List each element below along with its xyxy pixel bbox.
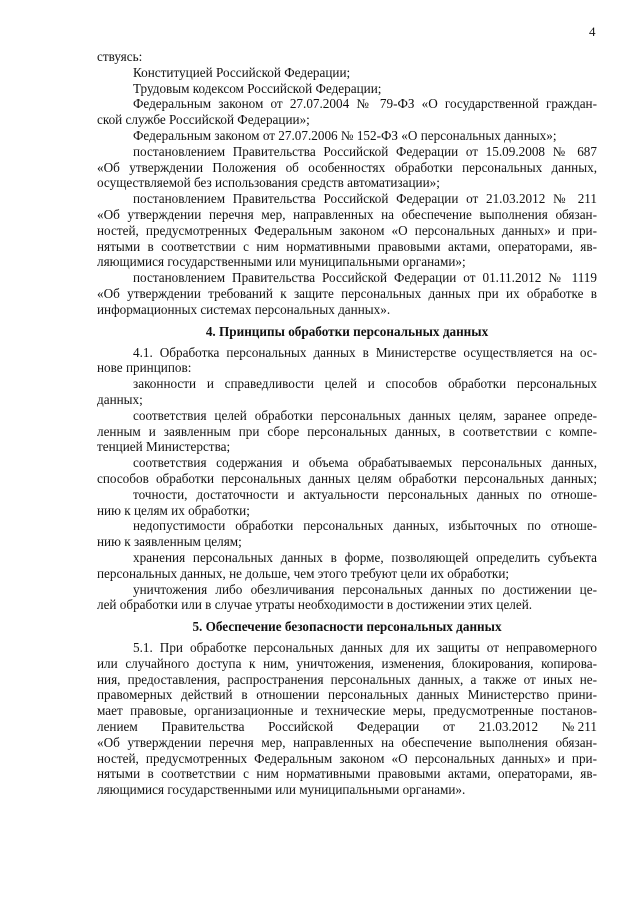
text-line: лей обработки или в случае утраты необходимости в достижении этих целей. <box>97 597 533 613</box>
word: Российской <box>268 719 334 735</box>
text-line: законности и справедливости целей и способов обработки персональных <box>133 376 597 392</box>
word: Правительства <box>161 719 245 735</box>
text-line: или случайного доступа к ним, уничтожения, изменения, блокирования, копирова- <box>97 655 597 671</box>
text-line: ляющимися государственными или муниципальными органами»; <box>97 254 466 270</box>
text-line: 4.1. Обработка персональных данных в Министерстве осуществляется на ос- <box>133 344 597 360</box>
text-line: нятыми в соответствии с ним нормативными правовыми актами, операторами, яв- <box>97 766 597 782</box>
word: от <box>442 719 456 735</box>
text-line: ской службе Российской Федерации»; <box>97 112 310 128</box>
text-line: постановлением Правительства Российской Федерации от 01.11.2012 № 1119 <box>133 270 597 286</box>
text-line: «Об утверждении Положения об особенностях обработки персональных данных, <box>97 159 597 175</box>
text-line: недопустимости обработки персональных данных, избыточных по отноше- <box>133 518 597 534</box>
word: № 211 <box>561 719 597 735</box>
text-line: нове принципов: <box>97 360 192 376</box>
text-line: ностей, предусмотренных Федеральным законом «О персональных данных» и при- <box>97 750 597 766</box>
text-line: Конституцией Российской Федерации; <box>133 64 351 80</box>
text-line: ствуясь: <box>97 49 143 64</box>
section-heading: 5. Обеспечение безопасности персональных данных <box>192 619 502 635</box>
text-line: Федеральным законом от 27.07.2006 № 152-ФЗ «О персональных данных»; <box>133 127 557 143</box>
text-line: информационных системах персональных данных». <box>97 301 391 317</box>
section-heading: 4. Принципы обработки персональных данных <box>205 323 489 339</box>
page-number: 4 <box>589 24 596 39</box>
word: лением <box>97 719 138 735</box>
text-line: соответствия содержания и объема обрабатываемых персональных данных, <box>133 455 597 471</box>
text-line: «Об утверждении требований к защите персональных данных при их обработке в <box>97 285 597 301</box>
word: 21.03.2012 <box>478 719 539 735</box>
text-line: точности, достаточности и актуальности персональных данных по отноше- <box>133 486 597 502</box>
text-line: ляющимися государственными или муниципальными органами». <box>97 782 466 798</box>
text-line: ностей, предусмотренных Федеральным законом «О персональных данных» и при- <box>97 222 597 238</box>
text-line: нию к заявленным целям; <box>97 534 242 550</box>
text-line: ленным и заявленным при сборе персональных данных, в соответствии с компе- <box>97 423 597 439</box>
text-line: ния, предоставления, распространения персональных данных, а также от иных не- <box>97 671 597 687</box>
text-line: тенцией Министерства; <box>97 439 231 455</box>
text-line: постановлением Правительства Российской Федерации от 15.09.2008 № 687 <box>133 143 597 159</box>
text-line: способов обработки персональных данных целям обработки персональных данных; <box>97 470 597 486</box>
text-line: мает правовые, организационные и технические меры, предусмотренные постанов- <box>97 703 597 719</box>
text-line: Федеральным законом от 27.07.2004 № 79-ФЗ «О государственной граждан- <box>133 96 597 112</box>
text-line: правомерных действий в отношении персональных данных Министерство прини- <box>97 687 597 703</box>
text-line: данных; <box>97 391 143 407</box>
text-line: уничтожения либо обезличивания персональных данных по достижении це- <box>133 581 597 597</box>
word: Федерации <box>356 719 420 735</box>
text-line: «Об утверждении перечня мер, направленных на обеспечение выполнения обязан- <box>97 206 597 222</box>
document-body <box>97 49 597 798</box>
text-line-spread <box>97 719 597 735</box>
text-line: персональных данных, не дольше, чем этого требуют цели их обработки; <box>97 565 510 581</box>
text-line: хранения персональных данных в форме, позволяющей определить субъекта <box>133 549 597 565</box>
text-line: Трудовым кодексом Российской Федерации; <box>133 80 382 96</box>
text-line: постановлением Правительства Российской Федерации от 21.03.2012 № 211 <box>133 191 597 207</box>
text-line: нию к целям их обработки; <box>97 502 250 518</box>
text-line: 5.1. При обработке персональных данных для их защиты от неправомерного <box>133 640 597 656</box>
text-line: «Об утверждении перечня мер, направленных на обеспечение выполнения обязан- <box>97 734 597 750</box>
text-line: осуществляемой без использования средств автоматизации»; <box>97 175 440 191</box>
text-line: нятыми в соответствии с ним нормативными правовыми актами, операторами, яв- <box>97 238 597 254</box>
text-line: соответствия целей обработки персональных данных целям, заранее опреде- <box>133 407 597 423</box>
